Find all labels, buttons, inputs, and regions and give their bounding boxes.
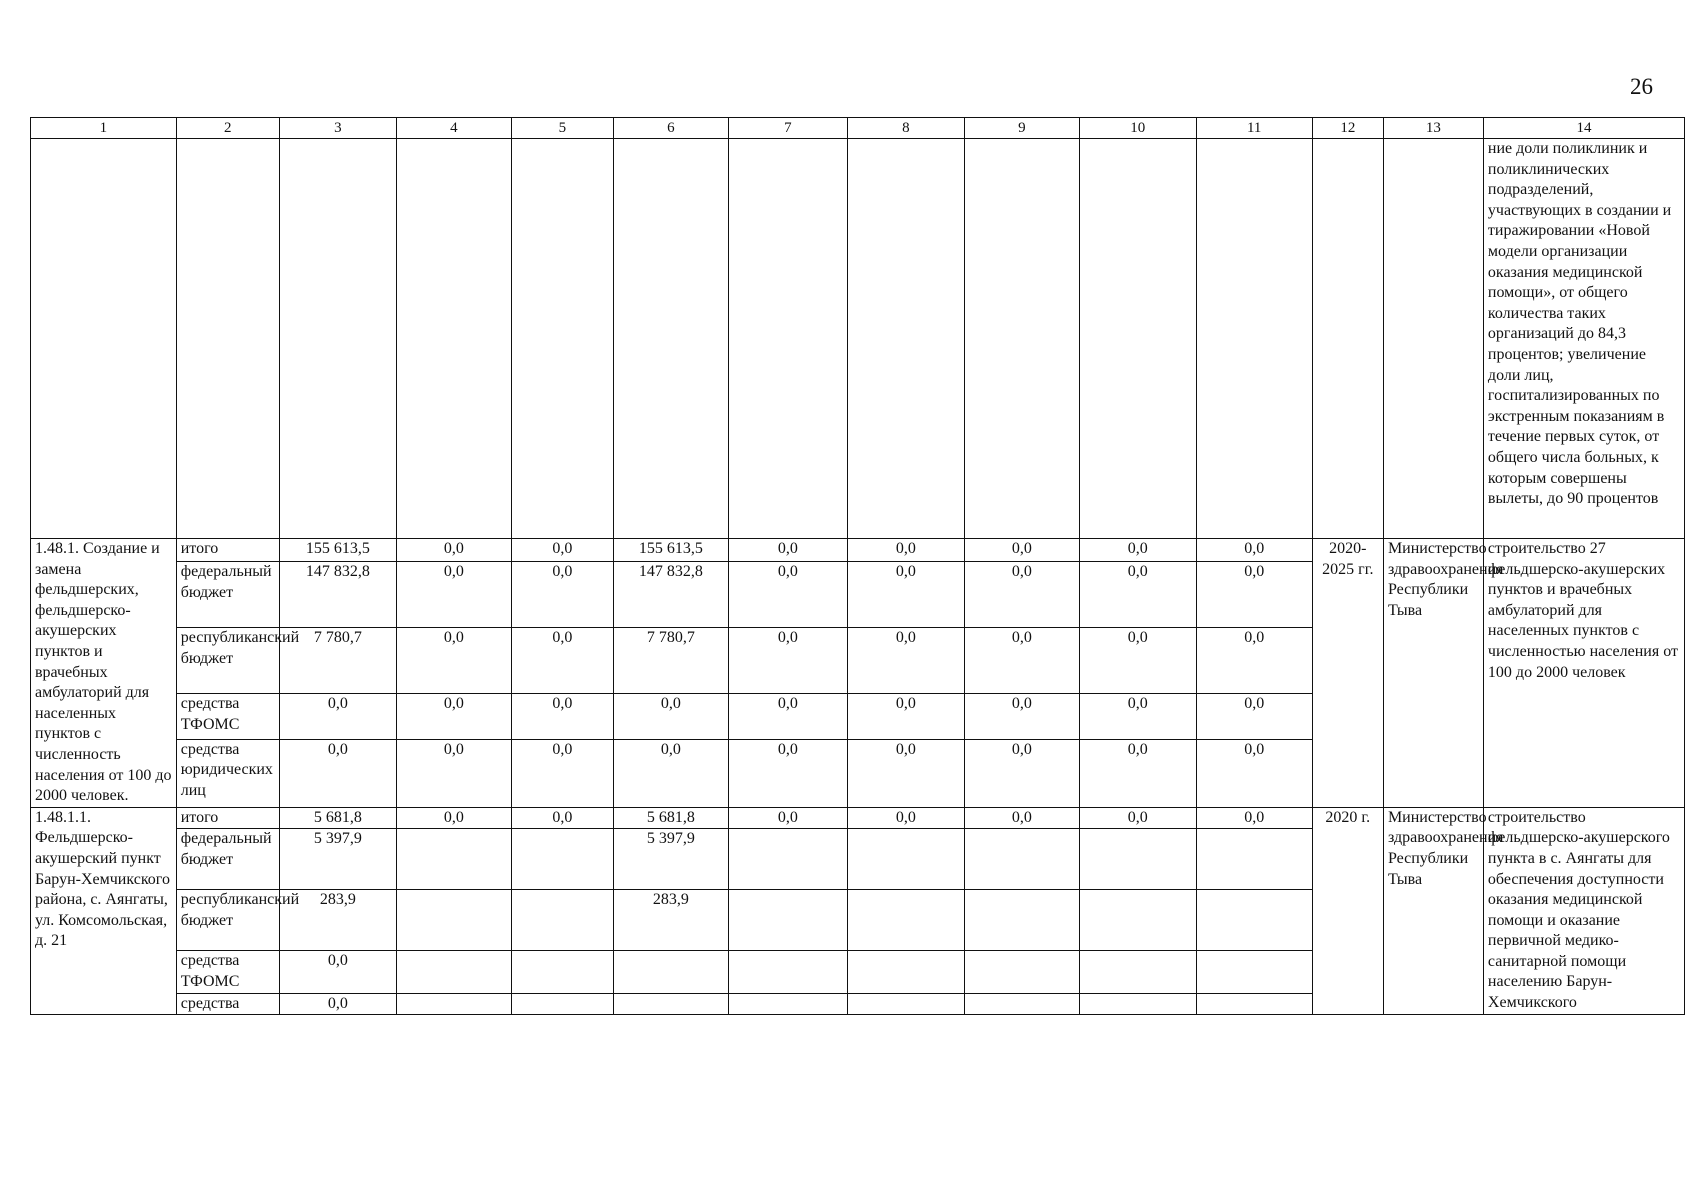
amount-cell: 0,0 — [1079, 739, 1196, 807]
amount-cell: 283,9 — [613, 890, 728, 951]
amount-cell — [396, 993, 511, 1015]
amount-cell — [847, 890, 964, 951]
activity-period: 2020 г. — [1312, 807, 1383, 1014]
continued-cell-3 — [279, 139, 396, 539]
amount-cell: 0,0 — [964, 539, 1079, 562]
amount-cell: 5 397,9 — [279, 829, 396, 890]
amount-cell — [1196, 829, 1312, 890]
amount-cell — [964, 951, 1079, 993]
column-header-8: 8 — [847, 118, 964, 139]
funding-source: итого — [176, 539, 279, 562]
amount-cell: 0,0 — [279, 951, 396, 993]
continued-cell-4 — [396, 139, 511, 539]
page-number: 26 — [1630, 74, 1653, 99]
budget-table — [30, 117, 1685, 1015]
amount-cell: 0,0 — [511, 739, 613, 807]
amount-cell — [511, 829, 613, 890]
funding-source: федеральный бюджет — [176, 829, 279, 890]
continued-cell-9 — [964, 139, 1079, 539]
column-header-11: 11 — [1196, 118, 1312, 139]
amount-cell — [728, 993, 847, 1015]
column-header-7: 7 — [728, 118, 847, 139]
amount-cell: 155 613,5 — [279, 539, 396, 562]
column-header-2: 2 — [176, 118, 279, 139]
amount-cell: 0,0 — [1196, 739, 1312, 807]
continued-cell-7 — [728, 139, 847, 539]
amount-cell — [728, 951, 847, 993]
amount-cell: 5 681,8 — [279, 807, 396, 829]
amount-cell: 0,0 — [396, 562, 511, 628]
continued-cell-8 — [847, 139, 964, 539]
amount-cell: 0,0 — [1196, 628, 1312, 694]
funding-source: итого — [176, 807, 279, 829]
amount-cell: 5 397,9 — [613, 829, 728, 890]
amount-cell — [1196, 993, 1312, 1015]
column-header-13: 13 — [1383, 118, 1483, 139]
amount-cell: 0,0 — [396, 539, 511, 562]
amount-cell: 0,0 — [396, 739, 511, 807]
amount-cell: 0,0 — [728, 694, 847, 740]
amount-cell: 0,0 — [613, 739, 728, 807]
amount-cell: 0,0 — [728, 539, 847, 562]
amount-cell — [1079, 951, 1196, 993]
amount-cell: 0,0 — [1196, 807, 1312, 829]
column-header-6: 6 — [613, 118, 728, 139]
amount-cell: 0,0 — [511, 807, 613, 829]
amount-cell: 0,0 — [279, 694, 396, 740]
activity-name: 1.48.1. Создание и замена фельдшерских, фельдшерско-акушерских пунктов и врачебных амбулаторий для населенных пунктов с численность населения от 100 до 2000 человек. — [31, 539, 177, 808]
amount-cell: 0,0 — [728, 739, 847, 807]
activity-name: 1.48.1.1. Фельдшерско-акушерский пункт Барун-Хемчикского района, с. Аянгаты, ул. Комсомольская, д. 21 — [31, 807, 177, 1014]
amount-cell: 0,0 — [1196, 694, 1312, 740]
activity-executor: Министерство здравоохранения Республики Тыва — [1383, 807, 1483, 1014]
amount-cell — [511, 993, 613, 1015]
continued-cell-5 — [511, 139, 613, 539]
continued-result-text: ние доли поликлиник и поликлинических подразделений, участвующих в создании и тиражировании «Новой модели организации оказания медицинской помощи», от общего количества таких организаций до 84,3 процентов; увеличение доли лиц, госпитализированных по экстренным показаниям в течение первых суток, от общего числа больных, к которым совершены вылеты, до 90 процентов — [1483, 139, 1684, 539]
amount-cell — [728, 829, 847, 890]
amount-cell: 283,9 — [279, 890, 396, 951]
amount-cell: 0,0 — [1079, 628, 1196, 694]
column-header-4: 4 — [396, 118, 511, 139]
continued-cell-11 — [1196, 139, 1312, 539]
amount-cell: 0,0 — [511, 694, 613, 740]
amount-cell: 0,0 — [847, 562, 964, 628]
amount-cell: 0,0 — [279, 993, 396, 1015]
amount-cell: 0,0 — [964, 739, 1079, 807]
amount-cell: 0,0 — [511, 628, 613, 694]
amount-cell: 0,0 — [511, 539, 613, 562]
amount-cell: 0,0 — [1079, 539, 1196, 562]
amount-cell: 7 780,7 — [613, 628, 728, 694]
amount-cell — [1079, 993, 1196, 1015]
amount-cell: 0,0 — [396, 628, 511, 694]
amount-cell — [847, 951, 964, 993]
column-header-10: 10 — [1079, 118, 1196, 139]
amount-cell: 0,0 — [613, 694, 728, 740]
amount-cell: 155 613,5 — [613, 539, 728, 562]
amount-cell: 0,0 — [964, 807, 1079, 829]
amount-cell — [1196, 890, 1312, 951]
amount-cell — [511, 951, 613, 993]
funding-source: средства ТФОМС — [176, 694, 279, 740]
table-row — [31, 539, 1685, 562]
column-header-14: 14 — [1483, 118, 1684, 139]
amount-cell: 0,0 — [964, 562, 1079, 628]
continued-row — [31, 139, 1685, 539]
funding-source: республиканский бюджет — [176, 890, 279, 951]
amount-cell — [728, 890, 847, 951]
amount-cell — [847, 993, 964, 1015]
amount-cell: 147 832,8 — [613, 562, 728, 628]
amount-cell — [964, 993, 1079, 1015]
continued-cell-13 — [1383, 139, 1483, 539]
amount-cell: 0,0 — [1079, 807, 1196, 829]
amount-cell: 0,0 — [279, 739, 396, 807]
amount-cell: 147 832,8 — [279, 562, 396, 628]
amount-cell: 0,0 — [728, 562, 847, 628]
column-header-5: 5 — [511, 118, 613, 139]
amount-cell — [396, 890, 511, 951]
amount-cell — [511, 890, 613, 951]
amount-cell — [847, 829, 964, 890]
column-header-12: 12 — [1312, 118, 1383, 139]
amount-cell: 0,0 — [728, 628, 847, 694]
amount-cell: 0,0 — [847, 628, 964, 694]
amount-cell: 0,0 — [964, 694, 1079, 740]
amount-cell: 0,0 — [847, 539, 964, 562]
continued-cell-12 — [1312, 139, 1383, 539]
funding-source: республиканский бюджет — [176, 628, 279, 694]
amount-cell: 0,0 — [1196, 539, 1312, 562]
amount-cell — [613, 993, 728, 1015]
activity-result: строительство 27 фельдшерско-акушерских пунктов и врачебных амбулаторий для населенных пунктов с численностью населения от 100 до 2000 человек — [1483, 539, 1684, 808]
amount-cell: 0,0 — [728, 807, 847, 829]
activity-result: строительство фельдшерско-акушерского пункта в с. Аянгаты для обеспечения доступности оказания медицинской помощи и оказание первичной медико-санитарной помощи населению Барун-Хемчикского — [1483, 807, 1684, 1014]
column-header-1: 1 — [31, 118, 177, 139]
amount-cell: 0,0 — [396, 807, 511, 829]
continued-cell-2 — [176, 139, 279, 539]
amount-cell — [1079, 890, 1196, 951]
amount-cell: 0,0 — [964, 628, 1079, 694]
column-header-3: 3 — [279, 118, 396, 139]
amount-cell — [396, 829, 511, 890]
column-header-9: 9 — [964, 118, 1079, 139]
funding-source: средства ТФОМС — [176, 951, 279, 993]
amount-cell — [1079, 829, 1196, 890]
amount-cell: 0,0 — [1079, 562, 1196, 628]
amount-cell — [964, 890, 1079, 951]
amount-cell: 0,0 — [1196, 562, 1312, 628]
continued-cell-1 — [31, 139, 177, 539]
continued-cell-6 — [613, 139, 728, 539]
amount-cell: 0,0 — [396, 694, 511, 740]
amount-cell — [396, 951, 511, 993]
amount-cell: 0,0 — [847, 739, 964, 807]
amount-cell: 5 681,8 — [613, 807, 728, 829]
funding-source: средства — [176, 993, 279, 1015]
amount-cell: 0,0 — [1079, 694, 1196, 740]
activity-period: 2020-2025 гг. — [1312, 539, 1383, 808]
amount-cell: 0,0 — [511, 562, 613, 628]
amount-cell — [964, 829, 1079, 890]
column-header-row — [31, 118, 1685, 139]
amount-cell — [613, 951, 728, 993]
funding-source: средства юридических лиц — [176, 739, 279, 807]
amount-cell: 0,0 — [847, 807, 964, 829]
continued-cell-10 — [1079, 139, 1196, 539]
amount-cell: 0,0 — [847, 694, 964, 740]
funding-source: федеральный бюджет — [176, 562, 279, 628]
table-row — [31, 807, 1685, 829]
amount-cell — [1196, 951, 1312, 993]
amount-cell: 7 780,7 — [279, 628, 396, 694]
activity-executor: Министерство здравоохранения Республики Тыва — [1383, 539, 1483, 808]
